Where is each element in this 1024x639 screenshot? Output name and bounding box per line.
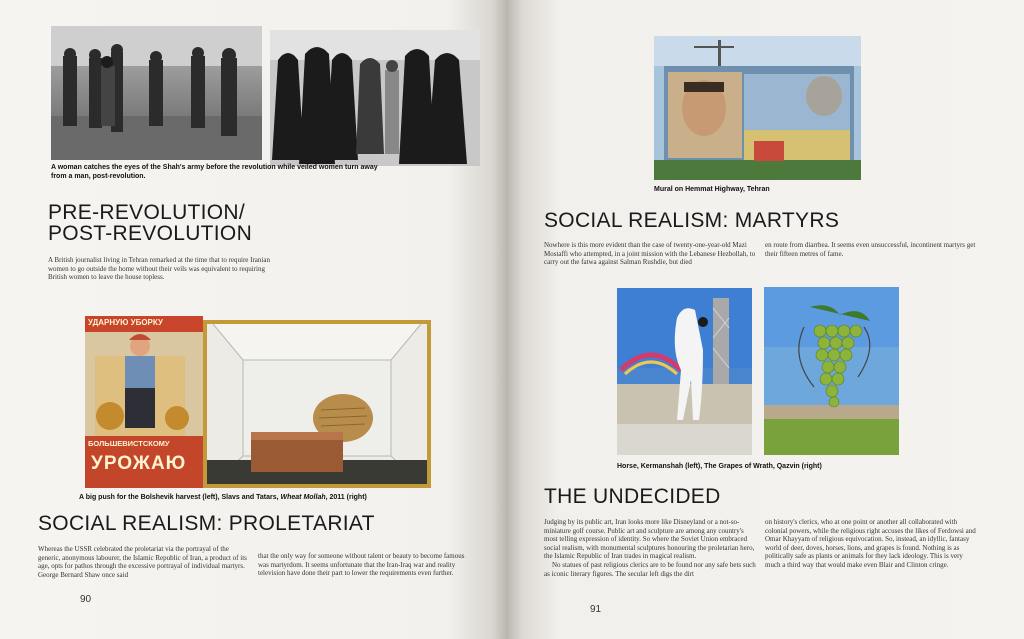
caption-text-a: A big push for the Bolshevik harvest (left), Slavs and Tatars, bbox=[79, 494, 281, 501]
right-page bbox=[508, 0, 1024, 639]
photo-caption-horse-grapes: Horse, Kermanshah (left), The Grapes of Wrath, Qazvin (right) bbox=[617, 463, 822, 470]
paragraph-undecided-col2: on history's clerics, who at one point or another all collaborated with colonial powers, while the religious right accuses the likes of Ferdowsi and Omar Khayyam of religious equivocation. So, instead, an idyllic, fantasy world of deer, doves, horses, lions, and grapes is found. Nothing is as politically safe as plants or animals for they lack ideology. This is very much a third way that would make even Blair and Clinton cringe. bbox=[765, 518, 976, 569]
page-number-left: 90 bbox=[80, 594, 92, 605]
photo-caption-mural: Mural on Hemmat Highway, Tehran bbox=[654, 186, 770, 193]
photo-caption-bolshevik bbox=[79, 493, 419, 502]
paragraph-proletariat-col2: that the only way for someone without talent or beauty to become famous was martyrdom. It seems unfortunate that the Iran-Iraq war and reality television have done their part to lower the requirements even further. bbox=[258, 552, 465, 578]
photo-caption-revolution: A woman catches the eyes of the Shah's army before the revolution while veiled women turn away from a man, post-revolution. bbox=[51, 164, 378, 180]
heading-line-1: PRE-REVOLUTION/ bbox=[48, 201, 246, 224]
poster-text-top: УДАРНУЮ УБОРКУ bbox=[88, 318, 163, 327]
grapes-sculpture-photo bbox=[764, 287, 899, 455]
paragraph-martyrs-col2: en route from diarrhea. It seems even unsuccessful, incontinent martyrs get their fifteen metres of fame. bbox=[765, 241, 976, 258]
veiled-women-photo bbox=[270, 30, 480, 166]
paragraph-proletariat-col1: Whereas the USSR celebrated the proletariat via the portrayal of the generic, anonymous labourer, the Islamic Republic of Iran, a product of its age, opts for pathos through the excessive portrayal of individual martyrs. George Bernard Shaw once said bbox=[38, 545, 247, 579]
poster-text-bottom: УРОЖАЮ bbox=[91, 453, 187, 474]
paragraph-journalist: A British journalist living in Tehran remarked at the time that to require Iranian women to go outside the home without their veils was equivalent to requiring British women to leave the house topless. bbox=[48, 256, 270, 282]
paragraph-martyrs-col1: Nowhere is this more evident than the case of twenty-one-year-old Mazi Mostaffi who attempted, in a joint mission with the Lebanese Hezbollah, to carry out the fatwa against Salman Rushdie, but died bbox=[544, 241, 756, 267]
paragraph-undecided-col1-a: Judging by its public art, Iran looks more like Disneyland or a not-so-miniature golf course. Public art and sculpture are among any country's most telling expression of identity. So where the Soviet Union embraced social realism, with monumental sculptures honouring the proletarian hero, the Islamic Republic of Iran trades in magical realism. bbox=[544, 518, 755, 561]
paragraph-undecided-col1-b: No statues of past religious clerics are to be found nor any safe bets such as iconic literary figures. The secular left digs the dirt bbox=[544, 560, 756, 578]
bolshevik-poster-image bbox=[85, 316, 203, 488]
poster-text-mid: БОЛЬШЕВИСТСКОМУ bbox=[88, 439, 170, 448]
heading-social-realism-proletariat: SOCIAL REALISM: PROLETARIAT bbox=[38, 512, 375, 535]
left-page bbox=[0, 0, 508, 639]
wheat-mollah-image bbox=[203, 320, 431, 488]
page-number-right: 91 bbox=[590, 604, 602, 615]
caption-text-b: , 2011 (right) bbox=[325, 494, 367, 501]
mural-photo bbox=[654, 36, 861, 180]
heading-line-2: POST-REVOLUTION bbox=[48, 222, 253, 246]
paragraph-undecided-col1 bbox=[544, 518, 758, 578]
caption-title-wheat-mollah: Wheat Mollah bbox=[280, 494, 326, 501]
heading-the-undecided: THE UNDECIDED bbox=[544, 485, 721, 508]
heading-pre-revolution bbox=[48, 202, 252, 245]
heading-social-realism-martyrs: SOCIAL REALISM: MARTYRS bbox=[544, 209, 840, 232]
soldiers-photo bbox=[51, 26, 262, 160]
horse-sculpture-photo bbox=[617, 288, 752, 455]
